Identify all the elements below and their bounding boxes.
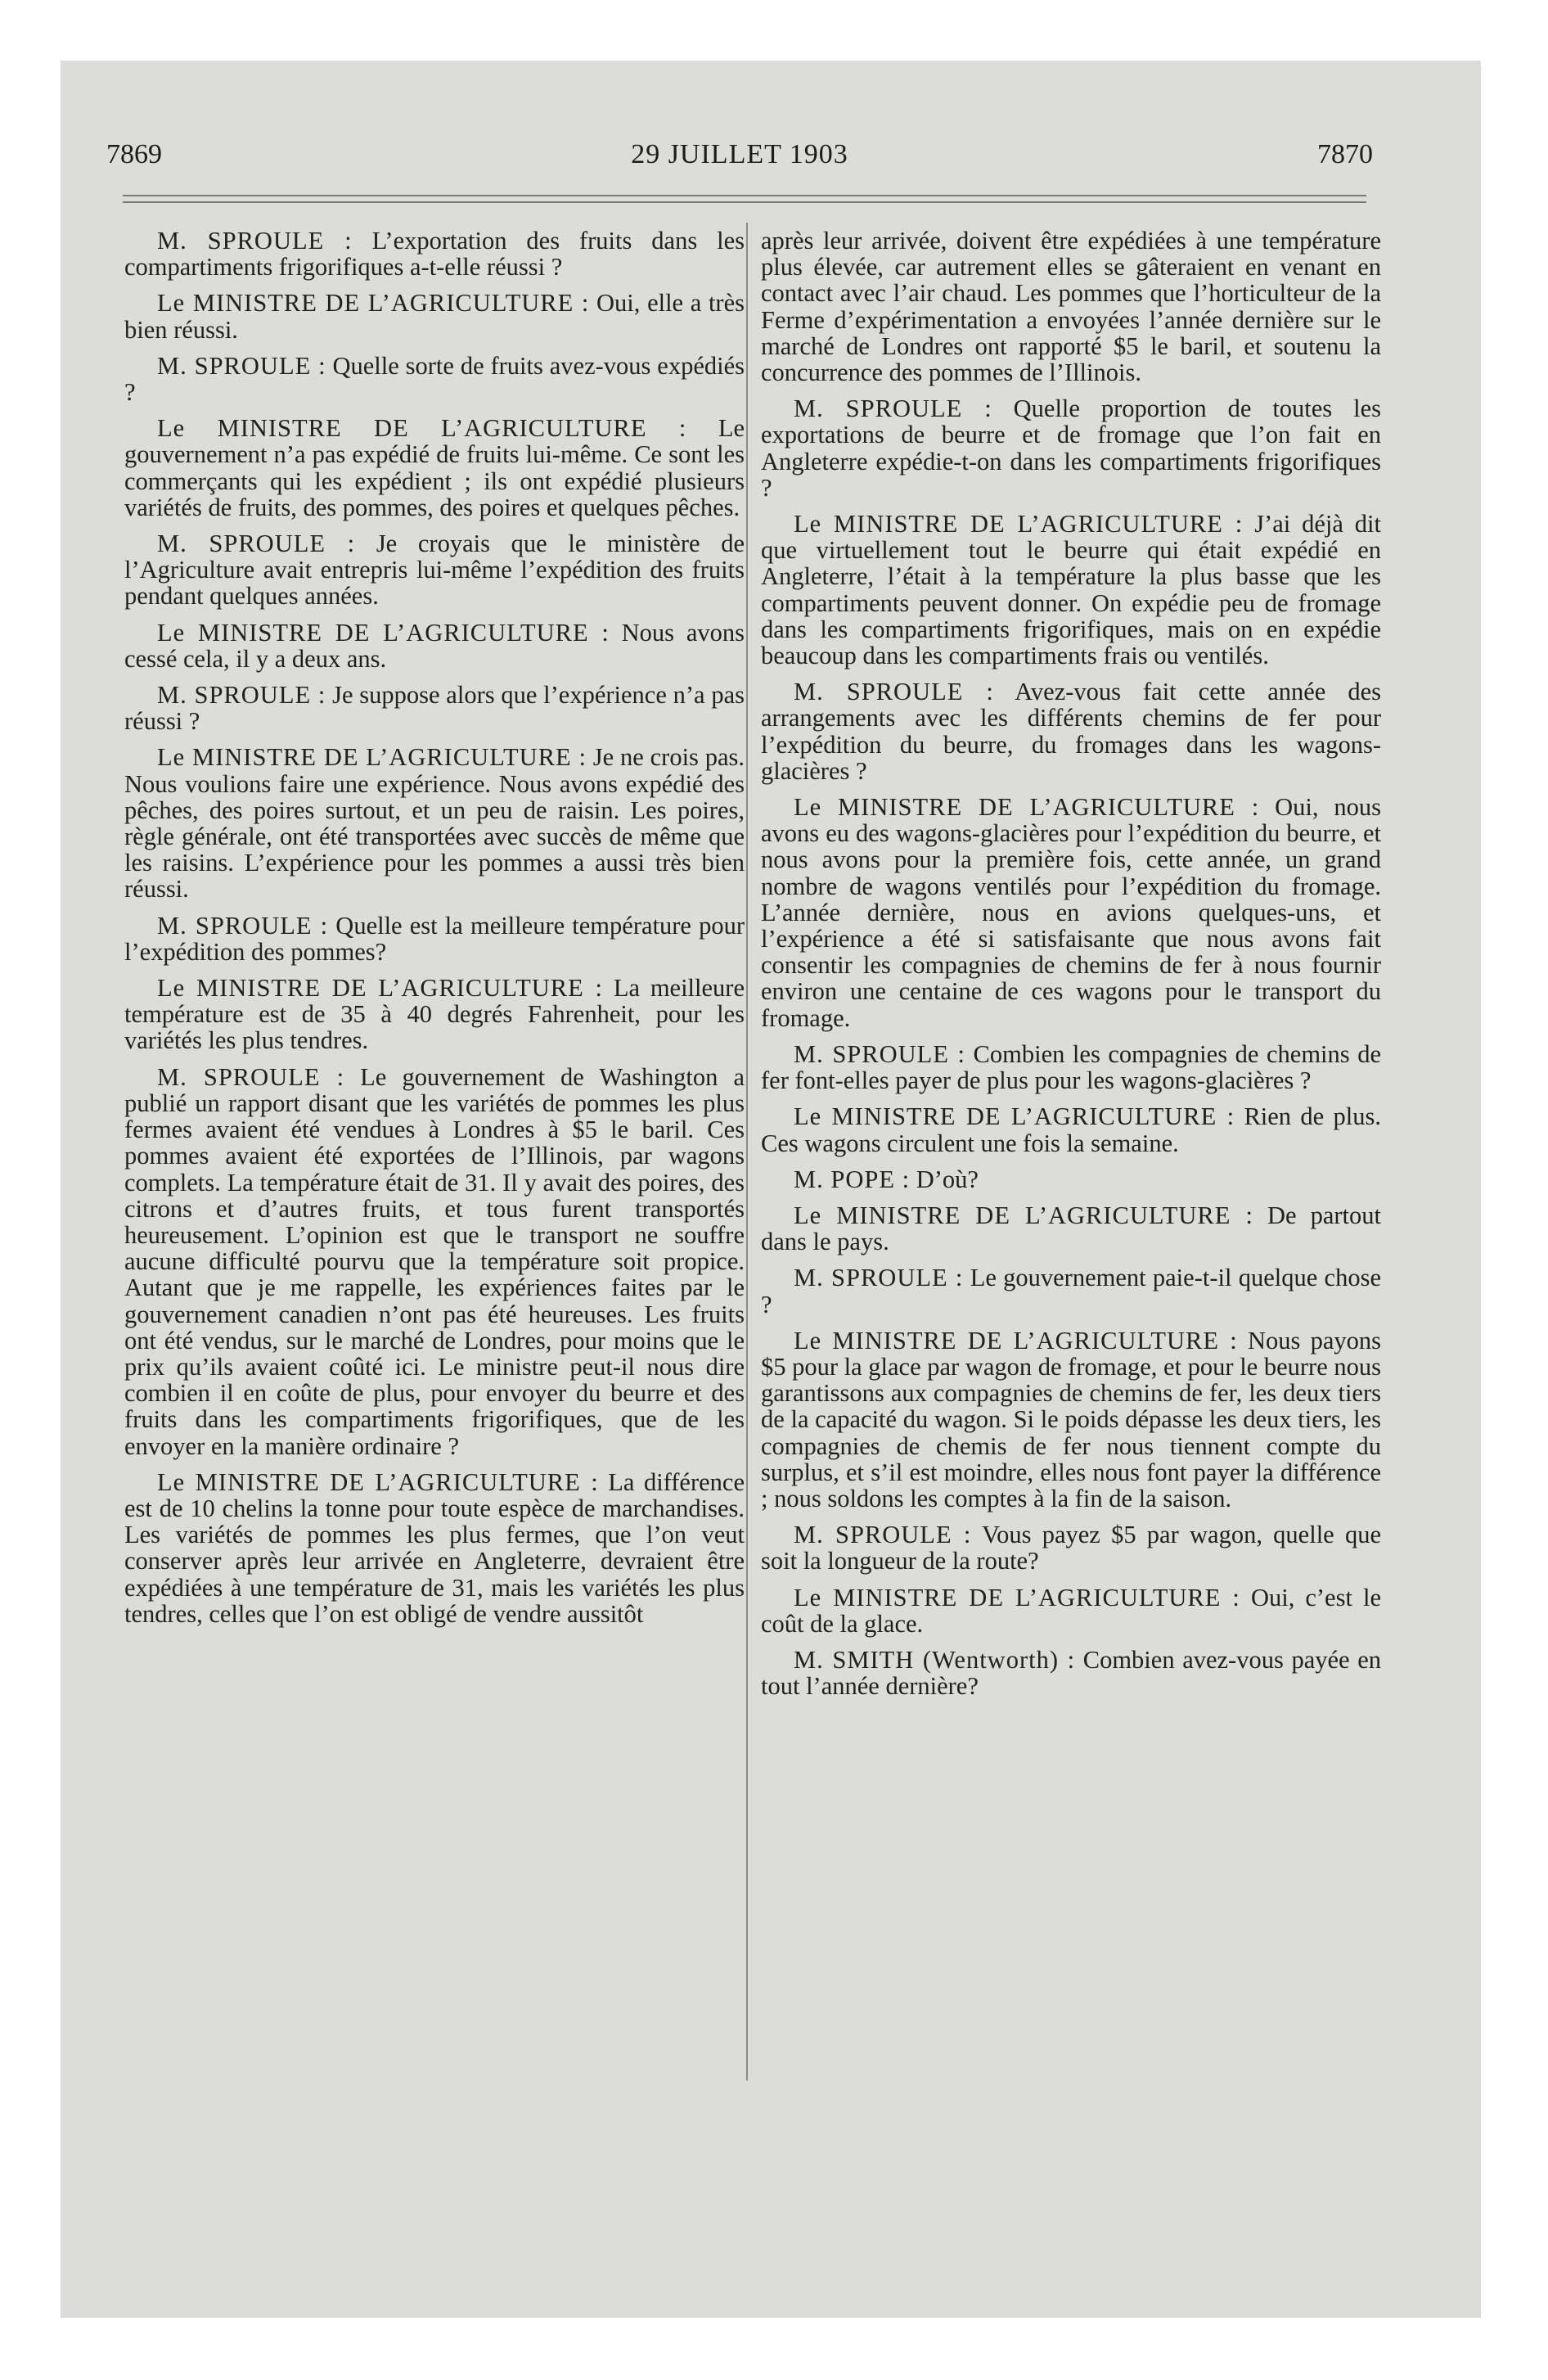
paragraph: [761, 1041, 1381, 1093]
paragraph: [124, 228, 745, 280]
speech-text: Avez-vous fait cette année des arrangements avec les différents chemins de fer pour l’expédition du beurre, du fromages dans les wagons-glacières ?: [761, 678, 1381, 785]
paragraph: [761, 511, 1381, 669]
speech-text: Oui, elle a très bien réussi.: [124, 289, 745, 344]
speech-text: De partout dans le pays.: [761, 1201, 1381, 1256]
speaker: Le MINISTRE DE L’AGRICULTURE :: [157, 974, 603, 1003]
speech-text: Vous payez $5 par wagon, quelle que soit la longueur de la route?: [761, 1521, 1381, 1575]
speaker: Le MINISTRE DE L’AGRICULTURE :: [157, 414, 687, 443]
speech-text: Combien les compagnies de chemins de fer font-elles payer de plus pour les wagons-glacières ?: [761, 1039, 1381, 1095]
paragraph: [124, 290, 745, 342]
speaker: M. SPROULE :: [157, 530, 356, 558]
paragraph: [124, 682, 745, 734]
paragraph: [124, 975, 745, 1054]
speech-text: J’ai déjà dit que virtuellement tout le beurre qui était expédié en Angleterre, l’était à la température la plus basse que les compartiments peuvent donner. On expédie peu de fromage dans les compartiments frigorifiques, mais on en expédie beaucoup dans les compartiments frais ou ventilés.: [761, 510, 1382, 670]
speaker: Le MINISTRE DE L’AGRICULTURE :: [794, 1326, 1238, 1355]
paragraph: [124, 530, 745, 610]
column-divider: [746, 223, 748, 2080]
speech-text: Je croyais que le ministère de l’Agriculture avait entrepris lui-même l’expédition des fruits pendant quelques années.: [124, 530, 745, 611]
paragraph: [761, 1521, 1381, 1574]
speech-text: L’exportation des fruits dans les compartiments frigorifiques a-t-elle réussi ?: [124, 227, 745, 282]
speech-text: Combien avez-vous payée en tout l’année dernière?: [761, 1645, 1381, 1701]
speech-text: Le gouvernement de Washington a publié un rapport disant que les variétés de pommes les plus fermes avaient été vendues à Londres à $5 le baril. Ces pommes avaient été exportées de l’Illinois, par wagons complets. La température était de 31. Il y avait des poires, des citrons et d’autres fruits, et tous furent transportés heureusement. L’opinion est que le transport ne souffre aucune difficulté pourvu que la température soit propice. Autant que je me rappelle, les expériences faites par le gouvernement canadien n’ont pas été heureuses. Les fruits ont été vendus, sur le marché de Londres, pour moins que le prix qu’ils avaient coûté ici. Le ministre peut-il nous dire combien il en coûte de plus, pour envoyer du beurre et des fruits dans les compartiments frigorifiques, que de les envoyer en la manière ordinaire ?: [124, 1062, 745, 1460]
paragraph: [761, 1103, 1381, 1156]
speaker: Le MINISTRE DE L’AGRICULTURE :: [794, 1583, 1240, 1611]
left-column: [124, 228, 745, 1637]
paragraph: [761, 1647, 1381, 1699]
speaker: M. SPROULE :: [794, 1264, 964, 1292]
paragraph: [761, 395, 1381, 501]
speaker: Le MINISTRE DE L’AGRICULTURE :: [794, 1102, 1235, 1131]
paragraph: [761, 1166, 1381, 1192]
speaker: M. SPROULE :: [794, 1521, 972, 1549]
speech-text: Nous avons cessé cela, il y a deux ans.: [124, 618, 745, 673]
paragraph: [124, 620, 745, 672]
paragraph: [124, 1469, 745, 1627]
speech-text: Oui, c’est le coût de la glace.: [761, 1583, 1381, 1638]
speech-text: La meilleure température est de 35 à 40 degrés Fahrenheit, pour les variétés les plus tendres.: [124, 974, 745, 1055]
speaker: Le MINISTRE DE L’AGRICULTURE :: [157, 1467, 599, 1496]
speaker: Le MINISTRE DE L’AGRICULTURE :: [794, 1201, 1253, 1229]
speech-text: Quelle est la meilleure température pour l’expédition des pommes?: [124, 911, 745, 966]
speech-text: Le gouvernement n’a pas expédié de fruits lui-même. Ce sont les commerçants qui les expédient ; ils ont expédié plusieurs variétés de fruits, des pommes, des poires et quelques pêches.: [124, 414, 745, 521]
paragraph: [124, 744, 745, 902]
speaker: M. SPROULE :: [157, 351, 326, 380]
paragraph: [761, 794, 1381, 1031]
speaker: Le MINISTRE DE L’AGRICULTURE :: [794, 793, 1260, 822]
paragraph: [124, 353, 745, 405]
speaker: Le MINISTRE DE L’AGRICULTURE :: [794, 510, 1244, 539]
speech-text: Oui, nous avons eu des wagons-glacières pour l’expédition du beurre, et nous avons pour la première fois, cette année, un grand nombre de wagons ventilés pour l’expédition du fromage. L’année dernière, nous en avions quelques-uns, et l’expérience a été si satisfaisante que nous avons fait consentir les compagnies de chemins de fer à nous fournir environ une centaine de ces wagons pour le transport du fromage.: [761, 793, 1382, 1032]
speech-text: Quelle sorte de fruits avez-vous expédiés ?: [124, 351, 745, 407]
header-rule-top: [123, 195, 1366, 196]
speech-text: Rien de plus. Ces wagons circulent une fois la semaine.: [761, 1102, 1382, 1157]
speech-text: La différence est de 10 chelins la tonne pour toute espèce de marchandises. Les variétés de pommes les plus fermes, que l’on veut conserver après leur arrivée en Angleterre, devraient être expédiées à une température de 31, mais les variétés les plus tendres, celles que l’on est obligé de vendre aussitôt: [124, 1467, 745, 1628]
speaker: M. POPE :: [794, 1165, 911, 1193]
paragraph: [124, 1064, 745, 1459]
speech-text: après leur arrivée, doivent être expédiées à une température plus élevée, car autrement elles se gâteraient en venant en contact avec l’air chaud. Les pommes que l’horticulteur de la Ferme d’expérimentation a envoyées l’année dernière sur le marché de Londres ont rapporté $5 le baril, et soutenu la concurrence des pommes de l’Illinois.: [761, 227, 1381, 387]
speaker: M. SPROULE :: [157, 1062, 345, 1091]
speech-text: Quelle proportion de toutes les exportations de beurre et de fromage que l’on fait en Angleterre expédie-t-on dans les compartiments frigorifiques ?: [761, 394, 1381, 502]
speaker: Le MINISTRE DE L’AGRICULTURE :: [157, 743, 587, 772]
paragraph: [761, 1584, 1381, 1637]
speaker: Le MINISTRE DE L’AGRICULTURE :: [157, 618, 610, 647]
speaker: M. SPROULE :: [157, 911, 329, 940]
paragraph: [761, 1202, 1381, 1255]
paragraph: [761, 1327, 1381, 1512]
paragraph: [124, 913, 745, 965]
speech-text: Je suppose alors que l’expérience n’a pas réussi ?: [124, 681, 745, 736]
speaker: M. SMITH (Wentworth) :: [794, 1645, 1076, 1674]
speaker: M. SPROULE :: [794, 678, 994, 706]
speaker: Le MINISTRE DE L’AGRICULTURE :: [157, 289, 590, 318]
header-date: 29 JUILLET 1903: [631, 139, 848, 169]
paragraph: [761, 1264, 1381, 1317]
page-number-right: 7870: [1317, 139, 1373, 169]
right-column: [761, 228, 1381, 1709]
page-header: [106, 139, 1373, 180]
speech-text: Le gouvernement paie-t-il quelque chose ?: [761, 1264, 1382, 1318]
speaker: M. SPROULE :: [794, 394, 992, 423]
speaker: M. SPROULE :: [157, 681, 326, 710]
speech-text: Nous payons $5 pour la glace par wagon de fromage, et pour le beurre nous garantissons aux compagnies de chemins de fer, les deux tiers de la capacité du wagon. Si le poids dépasse les deux tiers, les compagnies de chemis de fer nous tiennent compte du surplus, et s’il est moindre, elles nous font payer la différence ; nous soldons les comptes à la fin de la saison.: [761, 1326, 1381, 1512]
paragraph: [124, 415, 745, 521]
paragraph-continued: [761, 228, 1381, 385]
speaker: M. SPROULE :: [157, 227, 353, 255]
header-rule-bottom: [123, 201, 1366, 203]
speech-text: Je ne crois pas. Nous voulions faire une expérience. Nous avons expédié des pêches, des poires surtout, et un peu de raisin. Les poires, règle générale, ont été transportées avec succès de même que les raisins. L’expérience pour les pommes a aussi très bien réussi.: [124, 743, 745, 904]
speech-text: D’où?: [916, 1165, 979, 1193]
page-number-left: 7869: [106, 139, 162, 169]
speaker: M. SPROULE :: [794, 1039, 965, 1068]
paragraph: [761, 678, 1381, 784]
